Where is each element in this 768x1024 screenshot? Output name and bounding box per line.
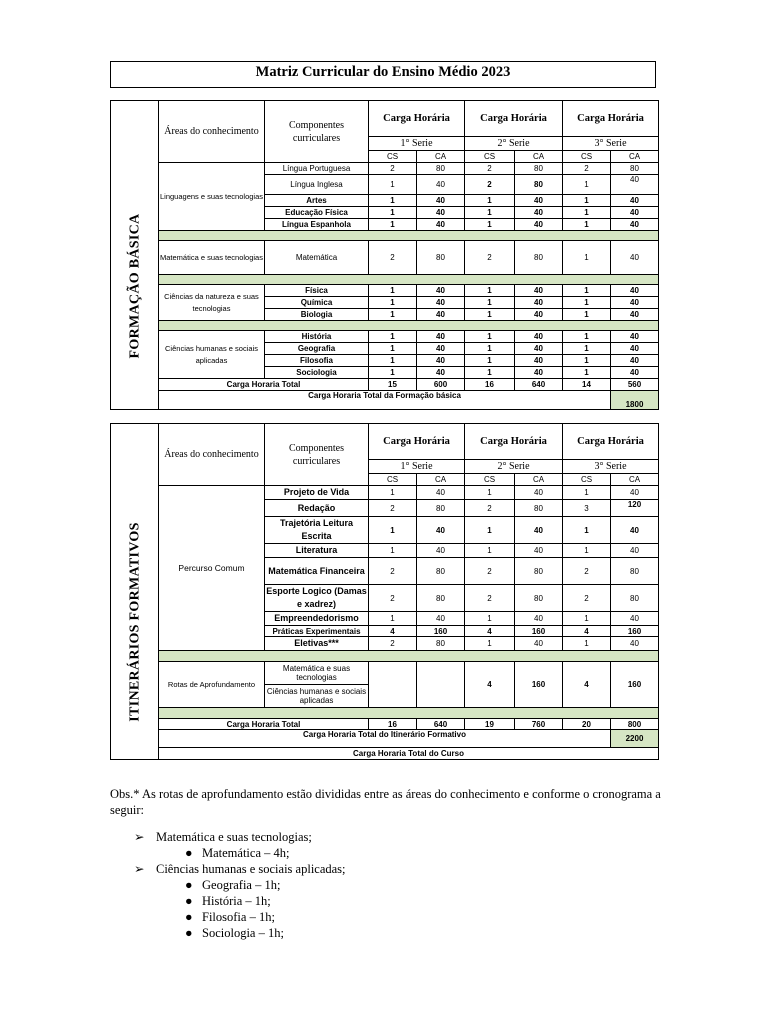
rotas-comp-humanas: Ciências humanas e sociais aplicadas <box>265 685 369 708</box>
arrow-icon: ➢ <box>134 830 145 844</box>
value-cell: 1 <box>369 195 417 207</box>
value-cell: 40 <box>611 637 659 651</box>
value-cell: 40 <box>417 355 465 367</box>
separator-row <box>111 708 659 719</box>
value-cell: 2 <box>563 585 611 612</box>
list-item-label: Filosofia – 1h; <box>202 910 275 924</box>
value-cell: 1 <box>369 367 417 379</box>
total-cell: 560 <box>611 379 659 391</box>
bullet-icon: ● <box>185 878 193 892</box>
side-label-itinerarios <box>111 486 159 760</box>
value-cell: 40 <box>515 517 563 544</box>
value-cell: 40 <box>417 219 465 231</box>
comp-cell: Língua Portuguesa <box>265 163 369 175</box>
value-cell: 1 <box>369 331 417 343</box>
value-cell: 40 <box>611 355 659 367</box>
header-carga-2: Carga Horária <box>465 101 563 137</box>
value-cell: 4 <box>465 662 515 708</box>
value-cell: 1 <box>369 486 417 500</box>
value-cell: 1 <box>563 175 611 195</box>
side-label-text: ITINERÁRIOS FORMATIVOS <box>127 522 142 722</box>
total-cell: 760 <box>515 719 563 730</box>
header-componentes: Componentes curriculares <box>265 101 369 163</box>
value-cell: 40 <box>515 285 563 297</box>
value-cell: 40 <box>515 219 563 231</box>
value-cell: 40 <box>417 343 465 355</box>
value-cell: 1 <box>465 637 515 651</box>
value-cell: 40 <box>611 331 659 343</box>
value-cell: 1 <box>563 612 611 626</box>
comp-cell: História <box>265 331 369 343</box>
list-item-label: Matemática e suas tecnologias; <box>156 830 312 844</box>
value-cell: 1 <box>563 544 611 558</box>
grand-total-label: Carga Horaria Total do Itinerário Formativo <box>159 730 611 748</box>
value-cell: 40 <box>611 207 659 219</box>
value-cell: 2 <box>369 241 417 275</box>
value-cell: 4 <box>465 626 515 637</box>
list-item-label: Sociologia – 1h; <box>202 926 284 940</box>
bullet-icon: ● <box>185 926 193 940</box>
value-cell: 40 <box>515 367 563 379</box>
header-areas: Áreas do conhecimento <box>159 424 265 486</box>
value-cell: 80 <box>417 163 465 175</box>
separator-row <box>111 231 659 241</box>
obs-text: Obs.* As rotas de aprofundamento estão divididas entre as áreas do conhecimento e conforme o cronograma a seguir: <box>110 787 661 817</box>
value-cell: 1 <box>465 207 515 219</box>
value-cell: 40 <box>611 343 659 355</box>
comp-cell: Esporte Logico (Damas e xadrez) <box>265 585 369 612</box>
value-cell: 2 <box>465 241 515 275</box>
comp-cell: Física <box>265 285 369 297</box>
header-areas: Áreas do conhecimento <box>159 101 265 163</box>
comp-cell: Eletivas*** <box>265 637 369 651</box>
value-cell: 40 <box>515 612 563 626</box>
value-cell: 1 <box>563 297 611 309</box>
value-cell: 40 <box>515 331 563 343</box>
comp-cell: Literatura <box>265 544 369 558</box>
value-cell: 1 <box>465 297 515 309</box>
header-cs: CS <box>465 474 515 486</box>
list-item-label: Matemática – 4h; <box>202 846 290 860</box>
area-matematica: Matemática e suas tecnologias <box>159 241 265 275</box>
value-cell: 1 <box>465 367 515 379</box>
header-ca: CA <box>515 474 563 486</box>
rotas-comp-matematica: Matemática e suas tecnologias <box>265 662 369 685</box>
header-blank <box>111 101 159 163</box>
list-item <box>110 845 670 861</box>
comp-cell: Redação <box>265 500 369 517</box>
value-cell: 80 <box>417 637 465 651</box>
list-item <box>110 829 670 845</box>
comp-cell: Empreendedorismo <box>265 612 369 626</box>
list-item <box>110 909 670 925</box>
separator-row <box>111 651 659 662</box>
comp-cell: Matemática <box>265 241 369 275</box>
itinerarios-table <box>110 423 659 760</box>
obs-list <box>110 829 670 941</box>
value-cell: 80 <box>417 241 465 275</box>
total-cell: 15 <box>369 379 417 391</box>
comp-cell: Educação Física <box>265 207 369 219</box>
value-cell: 2 <box>563 163 611 175</box>
separator-row <box>111 275 659 285</box>
grand-total-value: 2200 <box>611 730 659 748</box>
value-cell: 160 <box>611 626 659 637</box>
value-cell: 80 <box>611 558 659 585</box>
rotas-blank <box>369 662 417 708</box>
comp-cell: Práticas Experimentais <box>265 626 369 637</box>
list-item <box>110 861 670 877</box>
value-cell: 2 <box>563 558 611 585</box>
header-ca: CA <box>417 474 465 486</box>
header-carga-1: Carga Horária <box>369 424 465 460</box>
value-cell: 1 <box>369 285 417 297</box>
value-cell: 1 <box>369 175 417 195</box>
comp-cell: Artes <box>265 195 369 207</box>
value-cell: 40 <box>611 285 659 297</box>
value-cell: 40 <box>515 343 563 355</box>
value-cell: 1 <box>465 219 515 231</box>
value-cell: 40 <box>515 544 563 558</box>
value-cell: 40 <box>515 486 563 500</box>
value-cell: 2 <box>369 500 417 517</box>
header-blank <box>111 424 159 486</box>
total-cell: 19 <box>465 719 515 730</box>
total-cell: 600 <box>417 379 465 391</box>
comp-cell: Projeto de Vida <box>265 486 369 500</box>
comp-cell: Química <box>265 297 369 309</box>
header-cs: CS <box>369 474 417 486</box>
comp-cell: Geografia <box>265 343 369 355</box>
separator-row <box>111 321 659 331</box>
grand-total-label: Carga Horaria Total da Formação básica <box>159 391 611 410</box>
value-cell: 120 <box>611 500 659 517</box>
header-cs: CS <box>465 151 515 163</box>
value-cell: 80 <box>515 558 563 585</box>
area-ciencias-humanas: Ciências humanas e sociais aplicadas <box>159 331 265 379</box>
value-cell: 1 <box>465 517 515 544</box>
value-cell: 40 <box>611 517 659 544</box>
value-cell: 40 <box>417 486 465 500</box>
value-cell: 1 <box>369 207 417 219</box>
value-cell: 40 <box>417 175 465 195</box>
value-cell: 1 <box>465 612 515 626</box>
value-cell: 40 <box>611 175 659 195</box>
value-cell: 40 <box>515 207 563 219</box>
value-cell: 80 <box>611 585 659 612</box>
total-cell: 640 <box>515 379 563 391</box>
value-cell: 80 <box>515 241 563 275</box>
value-cell: 1 <box>369 355 417 367</box>
value-cell: 1 <box>369 219 417 231</box>
area-rotas: Rotas de Aprofundamento <box>159 662 265 708</box>
value-cell: 40 <box>417 331 465 343</box>
value-cell: 1 <box>563 486 611 500</box>
value-cell: 160 <box>515 662 563 708</box>
comp-cell: Filosofia <box>265 355 369 367</box>
header-ca: CA <box>611 151 659 163</box>
value-cell: 1 <box>563 331 611 343</box>
total-cell: 14 <box>563 379 611 391</box>
value-cell: 1 <box>465 195 515 207</box>
value-cell: 1 <box>369 517 417 544</box>
value-cell: 40 <box>611 309 659 321</box>
list-item-label: Geografia – 1h; <box>202 878 281 892</box>
list-item <box>110 877 670 893</box>
value-cell: 40 <box>417 517 465 544</box>
list-item <box>110 893 670 909</box>
value-cell: 1 <box>465 544 515 558</box>
total-label: Carga Horaria Total <box>159 719 369 730</box>
total-cell: 20 <box>563 719 611 730</box>
value-cell: 2 <box>465 163 515 175</box>
value-cell: 1 <box>369 612 417 626</box>
value-cell: 2 <box>369 558 417 585</box>
value-cell: 80 <box>515 500 563 517</box>
arrow-icon: ➢ <box>134 862 145 876</box>
value-cell: 4 <box>563 662 611 708</box>
total-cell: 800 <box>611 719 659 730</box>
grand-total-value: 1800 <box>611 391 659 410</box>
value-cell: 4 <box>563 626 611 637</box>
header-cs: CS <box>369 151 417 163</box>
value-cell: 1 <box>563 195 611 207</box>
rotas-blank <box>417 662 465 708</box>
value-cell: 1 <box>465 486 515 500</box>
header-cs: CS <box>563 474 611 486</box>
value-cell: 80 <box>515 175 563 195</box>
curso-total-label: Carga Horaria Total do Curso <box>159 748 659 760</box>
comp-cell: Língua Inglesa <box>265 175 369 195</box>
header-serie-3: 3° Serie <box>563 137 659 151</box>
area-percurso-comum: Percurso Comum <box>159 486 265 651</box>
comp-cell: Trajetória Leitura Escrita <box>265 517 369 544</box>
header-serie-3: 3° Serie <box>563 460 659 474</box>
value-cell: 40 <box>611 297 659 309</box>
header-ca: CA <box>417 151 465 163</box>
formacao-basica-table <box>110 100 659 410</box>
value-cell: 40 <box>417 207 465 219</box>
value-cell: 160 <box>417 626 465 637</box>
value-cell: 1 <box>369 297 417 309</box>
page-title: Matriz Curricular do Ensino Médio 2023 <box>110 61 656 88</box>
value-cell: 40 <box>611 195 659 207</box>
value-cell: 1 <box>563 517 611 544</box>
value-cell: 80 <box>611 163 659 175</box>
value-cell: 1 <box>465 331 515 343</box>
value-cell: 1 <box>563 309 611 321</box>
area-linguagens: Linguagens e suas tecnologias <box>159 163 265 231</box>
bullet-icon: ● <box>185 894 193 908</box>
total-cell: 16 <box>369 719 417 730</box>
header-ca: CA <box>611 474 659 486</box>
value-cell: 4 <box>369 626 417 637</box>
value-cell: 40 <box>515 195 563 207</box>
value-cell: 80 <box>515 163 563 175</box>
value-cell: 1 <box>563 637 611 651</box>
bullet-icon: ● <box>185 910 193 924</box>
value-cell: 3 <box>563 500 611 517</box>
header-serie-2: 2° Serie <box>465 137 563 151</box>
value-cell: 40 <box>515 637 563 651</box>
value-cell: 40 <box>611 544 659 558</box>
header-carga-3: Carga Horária <box>563 101 659 137</box>
value-cell: 80 <box>417 500 465 517</box>
value-cell: 1 <box>563 343 611 355</box>
value-cell: 1 <box>465 285 515 297</box>
list-item-label: Ciências humanas e sociais aplicadas; <box>156 862 346 876</box>
value-cell: 40 <box>611 241 659 275</box>
comp-cell: Biologia <box>265 309 369 321</box>
value-cell: 2 <box>465 500 515 517</box>
value-cell: 2 <box>369 585 417 612</box>
value-cell: 1 <box>465 355 515 367</box>
value-cell: 40 <box>611 367 659 379</box>
value-cell: 80 <box>417 585 465 612</box>
bullet-icon: ● <box>185 846 193 860</box>
header-carga-3: Carga Horária <box>563 424 659 460</box>
value-cell: 40 <box>611 219 659 231</box>
header-componentes: Componentes curriculares <box>265 424 369 486</box>
header-ca: CA <box>515 151 563 163</box>
value-cell: 40 <box>515 355 563 367</box>
value-cell: 1 <box>563 367 611 379</box>
value-cell: 1 <box>369 544 417 558</box>
header-carga-1: Carga Horária <box>369 101 465 137</box>
comp-cell: Língua Espanhola <box>265 219 369 231</box>
value-cell: 2 <box>465 175 515 195</box>
value-cell: 40 <box>417 544 465 558</box>
total-label: Carga Horaria Total <box>159 379 369 391</box>
value-cell: 2 <box>465 585 515 612</box>
value-cell: 40 <box>611 612 659 626</box>
value-cell: 40 <box>417 309 465 321</box>
header-carga-2: Carga Horária <box>465 424 563 460</box>
value-cell: 2 <box>369 637 417 651</box>
list-item <box>110 925 670 941</box>
value-cell: 160 <box>515 626 563 637</box>
value-cell: 40 <box>515 309 563 321</box>
value-cell: 1 <box>563 219 611 231</box>
value-cell: 40 <box>417 285 465 297</box>
header-cs: CS <box>563 151 611 163</box>
value-cell: 80 <box>515 585 563 612</box>
value-cell: 1 <box>563 355 611 367</box>
total-cell: 16 <box>465 379 515 391</box>
value-cell: 40 <box>417 612 465 626</box>
comp-cell: Matemática Financeira <box>265 558 369 585</box>
observations <box>110 786 670 941</box>
value-cell: 40 <box>417 195 465 207</box>
value-cell: 1 <box>465 309 515 321</box>
header-serie-1: 1° Serie <box>369 460 465 474</box>
value-cell: 1 <box>369 343 417 355</box>
value-cell: 40 <box>417 297 465 309</box>
value-cell: 40 <box>417 367 465 379</box>
value-cell: 40 <box>515 297 563 309</box>
value-cell: 2 <box>465 558 515 585</box>
value-cell: 1 <box>563 241 611 275</box>
total-cell: 640 <box>417 719 465 730</box>
value-cell: 1 <box>563 207 611 219</box>
comp-cell: Sociologia <box>265 367 369 379</box>
value-cell: 80 <box>417 558 465 585</box>
value-cell: 160 <box>611 662 659 708</box>
value-cell: 1 <box>563 285 611 297</box>
value-cell: 2 <box>369 163 417 175</box>
value-cell: 1 <box>465 343 515 355</box>
list-item-label: História – 1h; <box>202 894 271 908</box>
header-serie-2: 2° Serie <box>465 460 563 474</box>
value-cell: 1 <box>369 309 417 321</box>
side-label-formacao <box>111 163 159 410</box>
value-cell: 40 <box>611 486 659 500</box>
header-serie-1: 1° Serie <box>369 137 465 151</box>
area-ciencias-natureza: Ciências da natureza e suas tecnologias <box>159 285 265 321</box>
side-label-text: FORMAÇÃO BÁSICA <box>127 213 142 359</box>
